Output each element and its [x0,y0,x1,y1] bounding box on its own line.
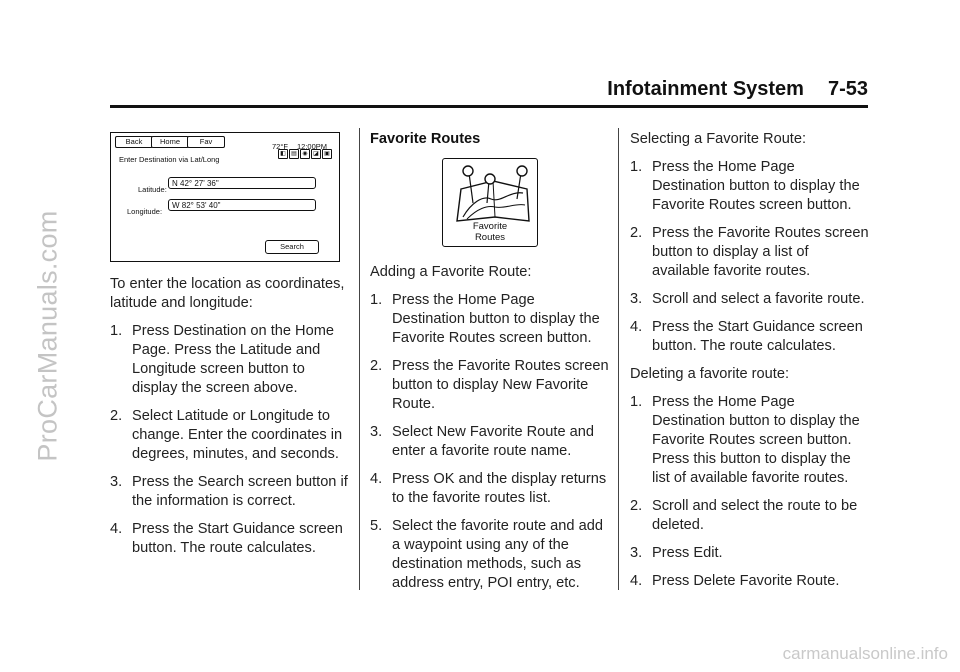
list-item: 3. Scroll and select a favorite route. [630,291,865,307]
list-item: 5. Select the favorite route and add a waypoint using any of the destination methods, such as address entry, POI entry, etc. [370,518,603,591]
favorite-routes-icon [442,158,538,247]
search-button: Search [265,240,319,254]
step-text: Scroll and select a favorite route. [652,291,865,307]
list-item: 4. Press Delete Favorite Route. [630,573,840,589]
intro-text: Deleting a favorite route: [630,366,789,382]
lat-long-screen-illustration [110,132,340,262]
step-text: Press the Favorite Routes screen button to display a list of available favorite routes. [652,225,869,279]
list-item: 3. Press Edit. [630,545,723,561]
step-text: Press Edit. [652,545,723,561]
steps-list [630,393,870,591]
longitude-label: Longitude: [127,207,163,216]
column-2 [370,130,610,602]
step-text: Press the Start Guidance screen button. The route calculates. [132,521,343,556]
screen-subtitle: Enter Destination via Lat/Long [119,155,220,164]
intro-text: Adding a Favorite Route: [370,264,532,280]
step-text: Press OK and the display returns to the favorite routes list. [392,471,607,506]
list-item: 3. Select New Favorite Route and enter a favorite route name. [370,424,594,459]
list-item: 4. Press the Start Guidance screen button. The route calculates. [110,521,343,556]
footer-watermark: carmanualsonline.info [782,644,948,663]
step-text: Press the Home Page Destination button to display the Favorite Routes screen button. [652,159,860,213]
section-title: Infotainment System [607,78,804,100]
temperature: 72°F [272,142,288,151]
list-item: 1. Press the Home Page Destination button to display the Favorite Routes screen button. [370,292,600,346]
header-title [607,78,868,101]
page-number: 7-53 [827,78,868,100]
favorite-routes-icon-wrap [370,158,610,253]
back-tab: Back [115,136,153,148]
fav-tab: Fav [187,136,225,148]
list-item: 2. Press the Favorite Routes screen button to display New Favorite Route. [370,358,609,412]
list-item: 2. Select Latitude or Longitude to change. Enter the coordinates in degrees, minutes, and seconds. [110,408,343,462]
intro-text: To enter the location as coordinates, latitude and longitude: [110,276,345,311]
status-icon: ◉ [300,149,310,159]
status-icon: ◧ [278,149,288,159]
intro-text: Selecting a Favorite Route: [630,131,807,147]
steps-list [370,291,610,593]
status-icon: ◪ [311,149,321,159]
step-text: Press the Start Guidance screen button. The route calculates. [652,319,863,354]
watermark: ProCarManuals.com [32,210,63,462]
step-text: Select the favorite route and add a waypoint using any of the destination methods, such as address entry, POI entry, etc. [392,518,603,591]
step-text: Press the Home Page Destination button to display the Favorite Routes screen button. Press this button to display the list of available favorite routes. [652,394,860,486]
favorite-routes-label: Favorite Routes [472,221,508,243]
step-text: Press the Home Page Destination button to display the Favorite Routes screen button. [392,292,600,346]
step-text: Press Delete Favorite Route. [652,573,840,589]
section-heading: Favorite Routes [370,131,481,147]
page-header [110,78,868,102]
latitude-field: N 42° 27' 36" [168,177,316,189]
list-item: 1. Press the Home Page Destination button to display the Favorite Routes screen button. [630,159,860,213]
column-divider [618,128,619,590]
list-item: 4. Press the Start Guidance screen button. The route calculates. [630,319,863,354]
list-item: 3. Press the Search screen button if the information is correct. [110,474,348,509]
status-icon: ▣ [322,149,332,159]
header-rule [110,105,868,108]
column-1 [110,132,350,567]
column-3 [630,130,870,600]
status-icons [278,149,332,159]
clock: 12:00PM [297,142,328,151]
step-text: Select Latitude or Longitude to change. Enter the coordinates in degrees, minutes, and seconds. [132,408,343,462]
step-text: Scroll and select the route to be deleted. [652,498,858,533]
column-divider [359,128,360,590]
list-item: 2. Press the Favorite Routes screen button to display a list of available favorite routes. [630,225,869,279]
list-item: 4. Press OK and the display returns to the favorite routes list. [370,471,607,506]
steps-list [630,158,870,356]
step-text: Press the Search screen button if the information is correct. [132,474,348,509]
step-text: Press the Favorite Routes screen button to display New Favorite Route. [392,358,609,412]
home-tab: Home [151,136,189,148]
latitude-label: Latitude: [138,185,167,194]
longitude-field: W 82° 53' 40" [168,199,316,211]
step-text: Select New Favorite Route and enter a favorite route name. [392,424,594,459]
step-text: Press Destination on the Home Page. Press the Latitude and Longitude screen button to display the screen above. [132,323,334,396]
list-item: 2. Scroll and select the route to be deleted. [630,498,858,533]
list-item: 1. Press Destination on the Home Page. Press the Latitude and Longitude screen button to display the screen above. [110,323,334,396]
steps-list [110,322,350,558]
list-item: 1. Press the Home Page Destination button to display the Favorite Routes screen button. Press this button to display the list of available favorite routes. [630,394,860,486]
status-icon: ▤ [289,149,299,159]
